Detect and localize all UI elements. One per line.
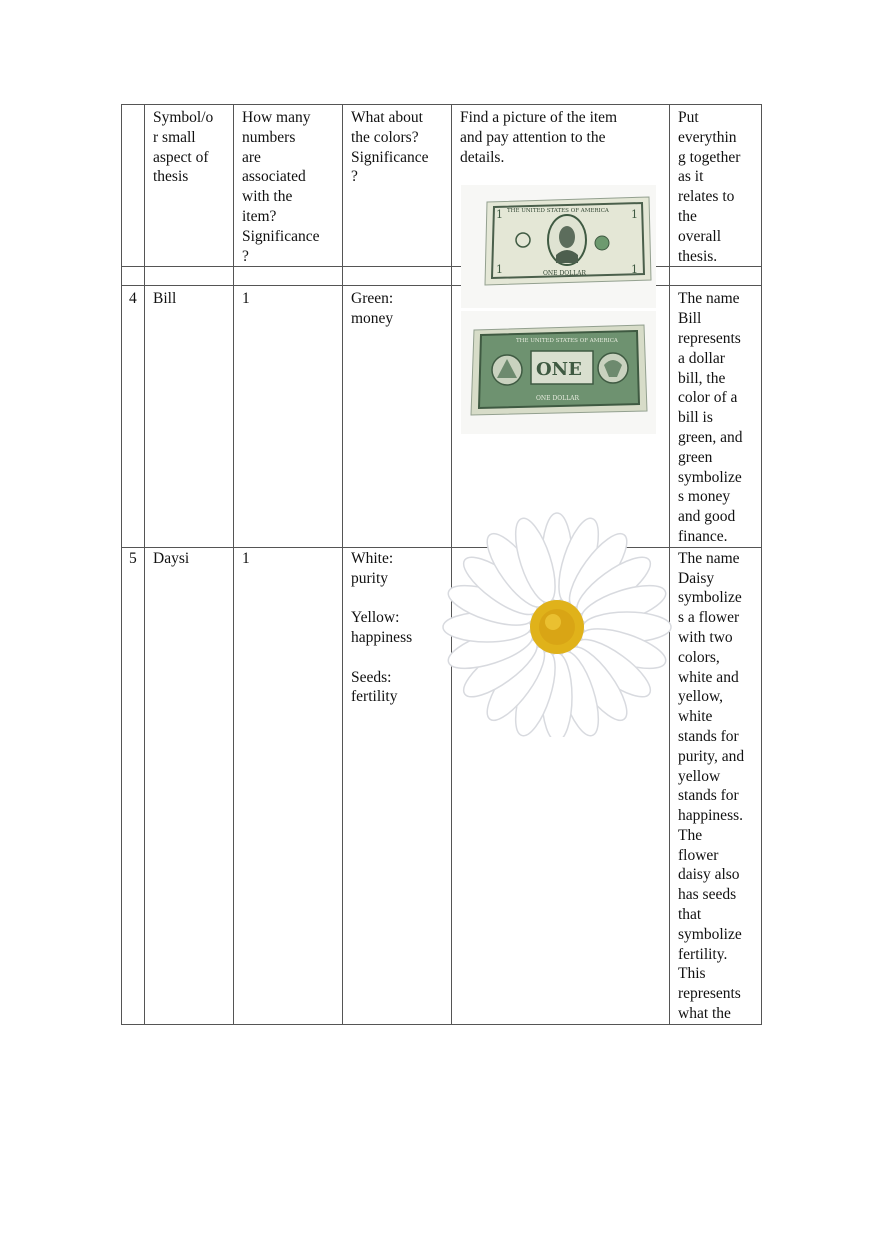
header-colors: What about the colors? Significance ?	[343, 105, 452, 267]
blank-cell	[670, 267, 762, 286]
bill-back-one: ONE	[536, 359, 582, 380]
row-number: 5	[122, 547, 145, 1024]
header-num-cell	[122, 105, 145, 267]
daisy-image	[342, 437, 682, 737]
bill-front	[485, 197, 651, 285]
symbol-cell: Bill	[145, 286, 234, 547]
colors-cell: White: purity Yellow: happiness Seeds: fertility	[343, 547, 452, 1024]
blank-cell	[234, 267, 343, 286]
header-together: Put everythin g together as it relates to the overall thesis.	[670, 105, 762, 267]
header-symbol: Symbol/o r small aspect of thesis	[145, 105, 234, 267]
bill-back-title: THE UNITED STATES OF AMERICA	[516, 338, 618, 344]
bill-front-corner-2: 1	[631, 208, 638, 221]
numbers-cell: 1	[234, 286, 343, 547]
symbol-cell: Daysi	[145, 547, 234, 1024]
header-picture: Find a picture of the item and pay attention to the details.	[452, 105, 670, 267]
numbers-cell: 1	[234, 547, 343, 1024]
bill-back-denomination: ONE DOLLAR	[536, 395, 580, 402]
colors-cell: Green: money	[343, 286, 452, 547]
bill-front-title: THE UNITED STATES OF AMERICA	[507, 208, 609, 214]
blank-cell	[145, 267, 234, 286]
bill-front-corner-1: 1	[496, 208, 503, 221]
together-cell: The name Bill represents a dollar bill, the color of a bill is green, and green symbolize s money and good finance.	[670, 286, 762, 547]
bill-back	[471, 325, 647, 415]
daisy-center-highlight	[545, 614, 561, 630]
bill-front-corner-4: 1	[631, 263, 638, 276]
header-numbers: How many numbers are associated with the item? Significance ?	[234, 105, 343, 267]
row-number: 4	[122, 286, 145, 547]
together-cell: The name Daisy symbolize s a flower with two colors, white and yellow, white stands for purity, and yellow stands for happiness. The flower daisy also has seeds that symbolize fertility. This represents what the	[670, 547, 762, 1024]
bill-front-corner-3: 1	[496, 263, 503, 276]
blank-cell	[122, 267, 145, 286]
bill-front-denomination: ONE DOLLAR	[543, 270, 587, 277]
